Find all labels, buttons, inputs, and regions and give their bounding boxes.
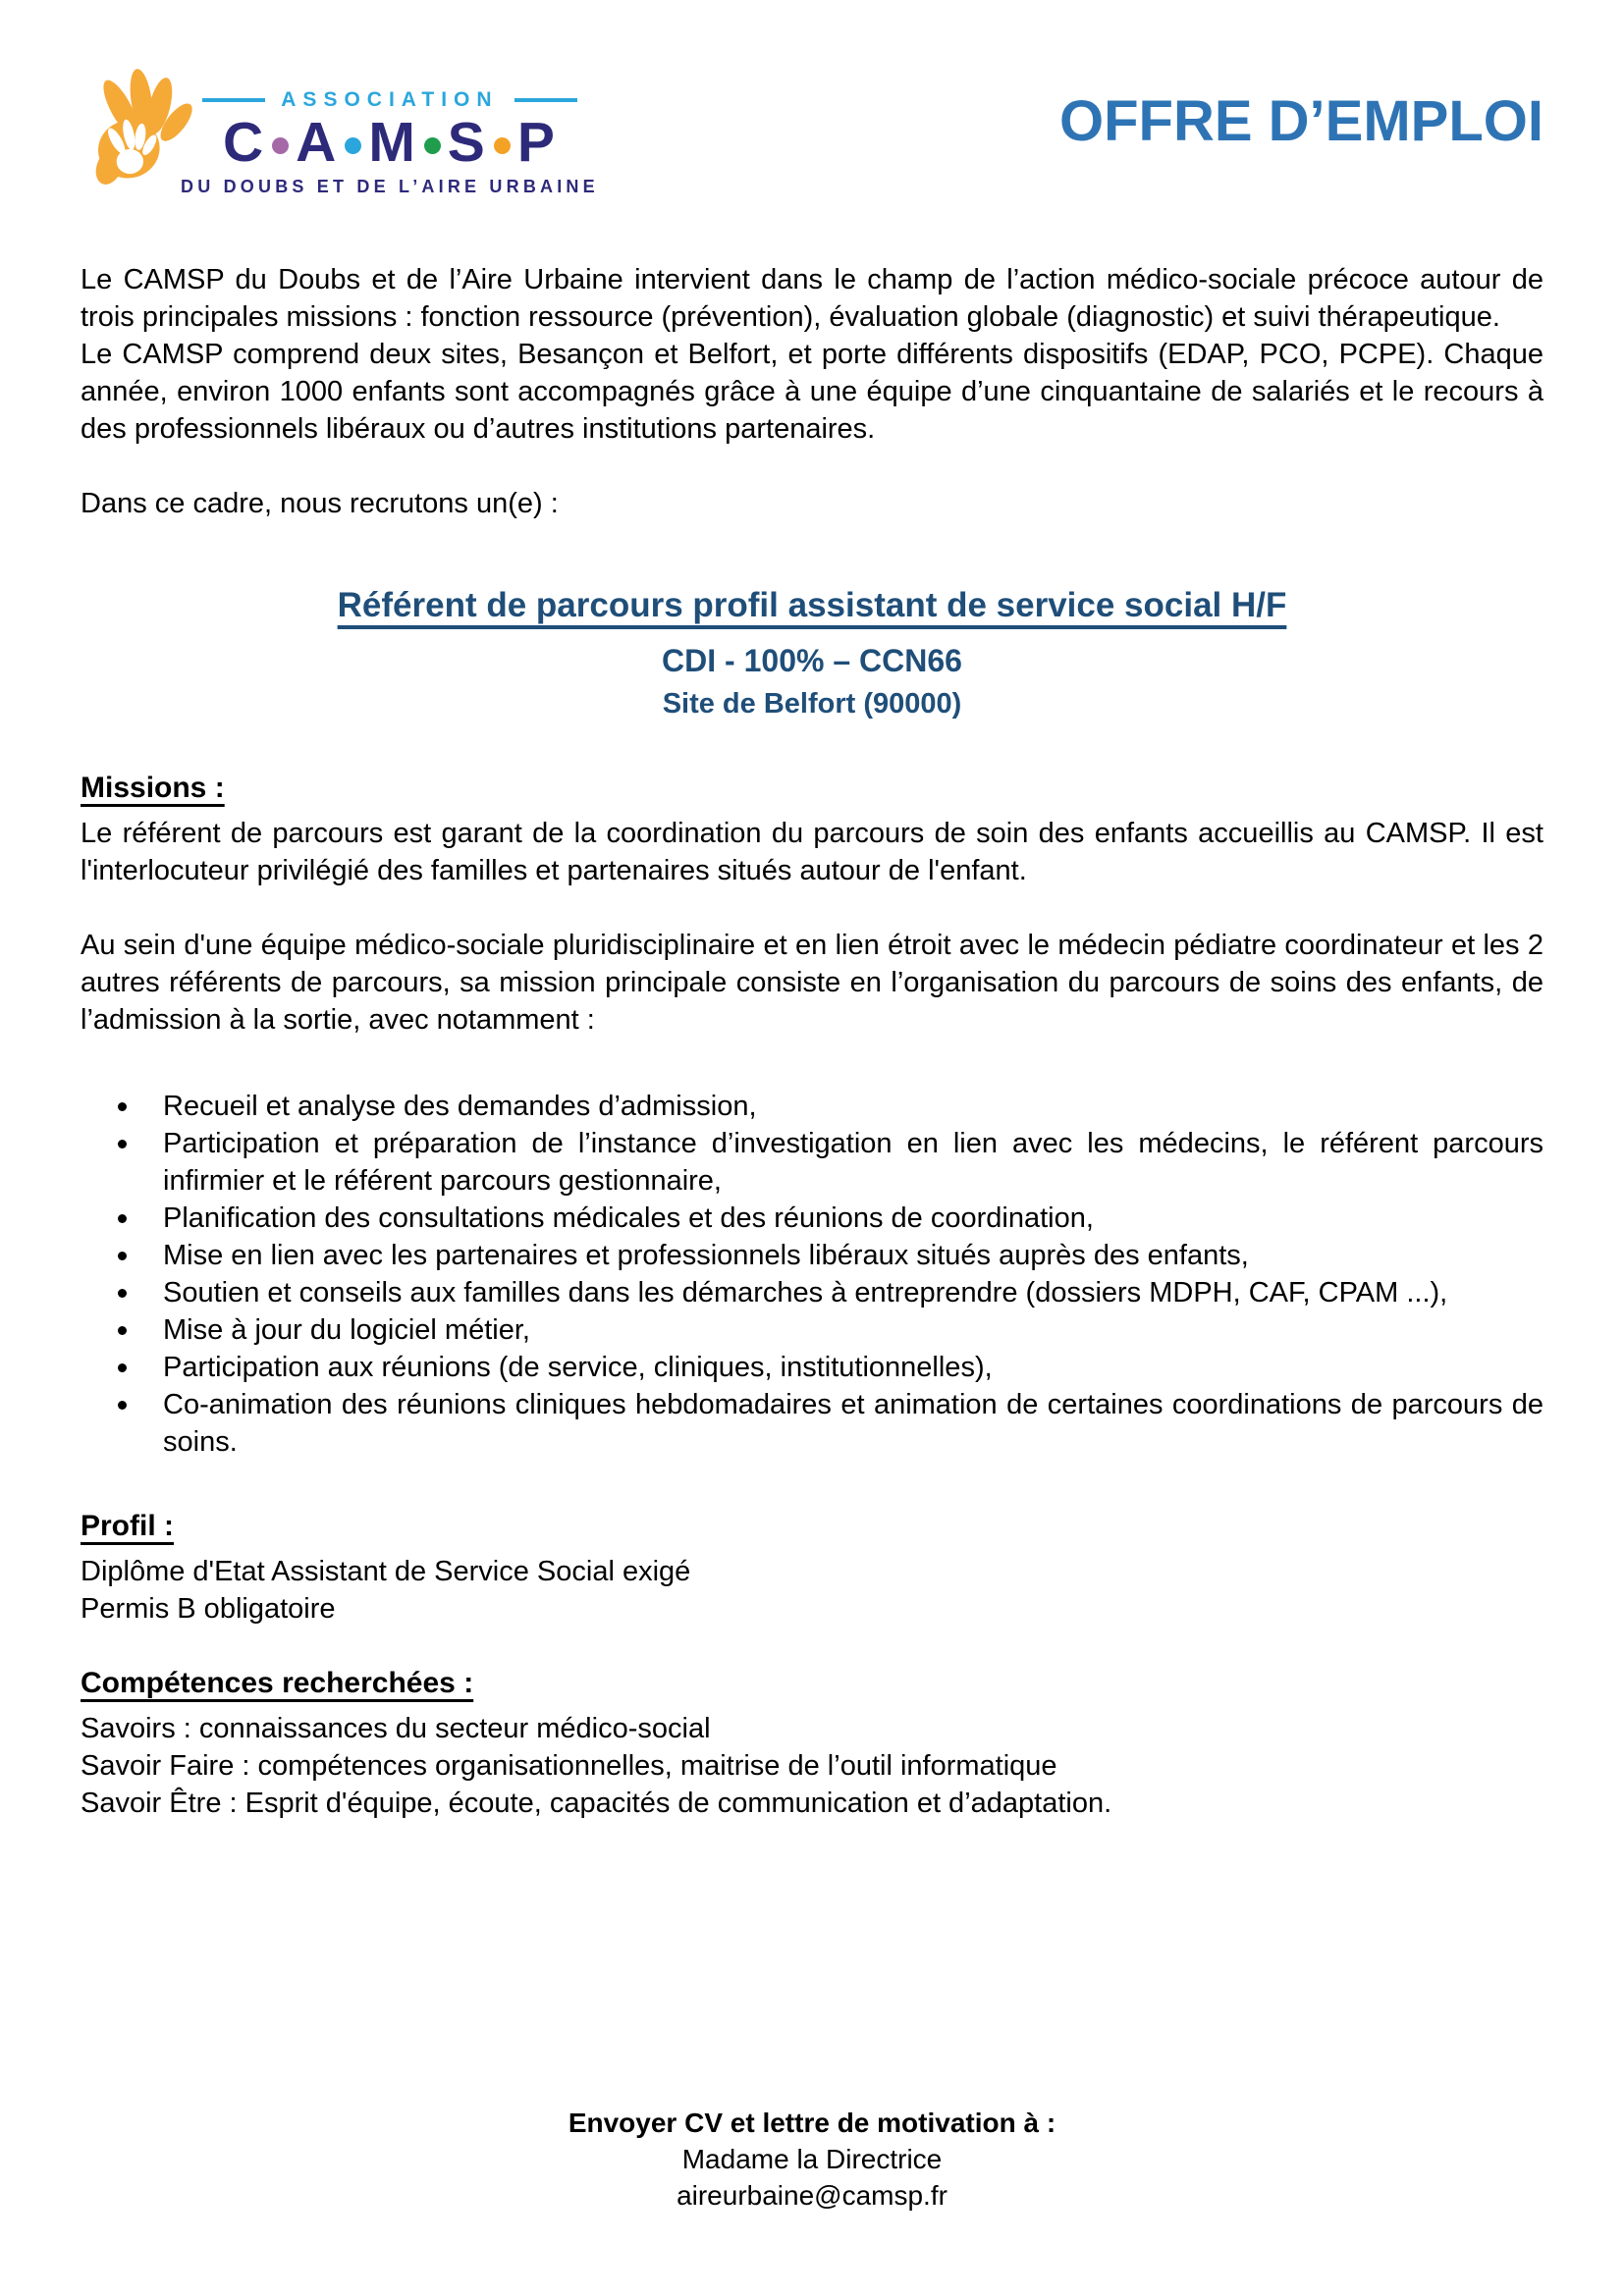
camsp-logo — [81, 69, 599, 197]
page-footer — [81, 2105, 1543, 2296]
skills-line: Savoirs : connaissances du secteur médico-social — [81, 1713, 711, 1744]
profile-heading: Profil : — [81, 1510, 174, 1542]
logo-letter: P — [516, 111, 557, 174]
mission-bullet-item: Mise à jour du logiciel métier, — [81, 1311, 1543, 1349]
logo-letter: A — [296, 111, 339, 174]
recruit-line: Dans ce cadre, nous recrutons un(e) : — [81, 488, 559, 519]
logo-text-block — [181, 69, 599, 197]
skills-line: Savoir Faire : compétences organisationnelles, maitrise de l’outil informatique — [81, 1750, 1057, 1782]
profile-line: Diplôme d'Etat Assistant de Service Social exigé — [81, 1556, 691, 1587]
separator-dot-icon — [424, 137, 441, 154]
logo-letter: M — [368, 111, 417, 174]
missions-section — [81, 772, 1543, 1461]
contract-line: CDI - 100% – CCN66 — [662, 643, 962, 678]
footer-send-line: Envoyer CV et lettre de motivation à : — [568, 2108, 1056, 2138]
missions-paragraph-2: Au sein d'une équipe médico-sociale pluridisciplinaire et en lien étroit avec le médecin pédiatre coordinateur et les 2 autres référents de parcours, sa mission principale consiste en l’organisation du parcours de soins des enfants, de l’admission à la sortie, avec notamment : — [81, 930, 1543, 1036]
mission-bullet-item: Participation aux réunions (de service, cliniques, institutionnelles), — [81, 1349, 1543, 1386]
separator-dot-icon — [494, 137, 511, 154]
dash-line — [514, 98, 577, 102]
document-title: OFFRE D’EMPLOI — [1059, 89, 1543, 153]
footer-email: aireurbaine@camsp.fr — [677, 2180, 947, 2211]
separator-dot-icon — [272, 137, 289, 154]
mission-bullet-item: Participation et préparation de l’instance d’investigation en lien avec les médecins, le référent parcours infirmier et le référent parcours gestionnaire, — [81, 1125, 1543, 1200]
logo-letter: S — [447, 111, 487, 174]
mission-bullet-item: Planification des consultations médicales et des réunions de coordination, — [81, 1200, 1543, 1237]
logo-association-line — [202, 88, 576, 112]
page-header — [81, 69, 1543, 218]
intro-paragraph-2: Le CAMSP comprend deux sites, Besançon et Belfort, et porte différents dispositifs (EDAP, PCO, PCPE). Chaque année, environ 1000 enfants sont accompagnés grâce à une équipe d’une cinquantaine de salariés et le recours à des professionnels libéraux ou d’autres institutions partenaires. — [81, 339, 1543, 445]
skills-section — [81, 1667, 1543, 1822]
intro-paragraph-1: Le CAMSP du Doubs et de l’Aire Urbaine intervient dans le champ de l’action médico-sociale précoce autour de trois principales missions : fonction ressource (prévention), évaluation globale (diagnostic) et suivi thérapeutique. — [81, 264, 1543, 333]
missions-heading: Missions : — [81, 772, 225, 804]
job-title: Référent de parcours profil assistant de service social H/F — [337, 586, 1287, 624]
logo-association-label: ASSOCIATION — [281, 88, 499, 111]
missions-paragraph-1: Le référent de parcours est garant de la coordination du parcours de soin des enfants accueillis au CAMSP. Il est l'interlocuteur privilégié des familles et partenaires situés autour de l'enfant. — [81, 818, 1543, 886]
missions-bullet-list — [81, 1088, 1543, 1461]
profile-line: Permis B obligatoire — [81, 1593, 336, 1625]
separator-dot-icon — [345, 137, 361, 154]
location-line: Site de Belfort (90000) — [662, 688, 962, 720]
mission-bullet-item: Recueil et analyse des demandes d’admission, — [81, 1088, 1543, 1125]
skills-heading: Compétences recherchées : — [81, 1667, 474, 1699]
skills-line: Savoir Être : Esprit d'équipe, écoute, capacités de communication et d’adaptation. — [81, 1788, 1112, 1819]
mission-bullet-item: Co-animation des réunions cliniques hebdomadaires et animation de certaines coordinations de parcours de soins. — [81, 1386, 1543, 1461]
profile-section — [81, 1510, 1543, 1628]
dash-line — [202, 98, 265, 102]
footer-recipient: Madame la Directrice — [681, 2144, 943, 2174]
position-block — [81, 586, 1543, 721]
logo-acronym — [222, 111, 557, 174]
logo-subtitle: DU DOUBS ET DE L’AIRE URBAINE — [181, 176, 599, 196]
mission-bullet-item: Mise en lien avec les partenaires et professionnels libéraux situés auprès des enfants, — [81, 1237, 1543, 1274]
mission-bullet-item: Soutien et conseils aux familles dans les démarches à entreprendre (dossiers MDPH, CAF, CPAM ...), — [81, 1274, 1543, 1311]
logo-letter: C — [222, 111, 266, 174]
